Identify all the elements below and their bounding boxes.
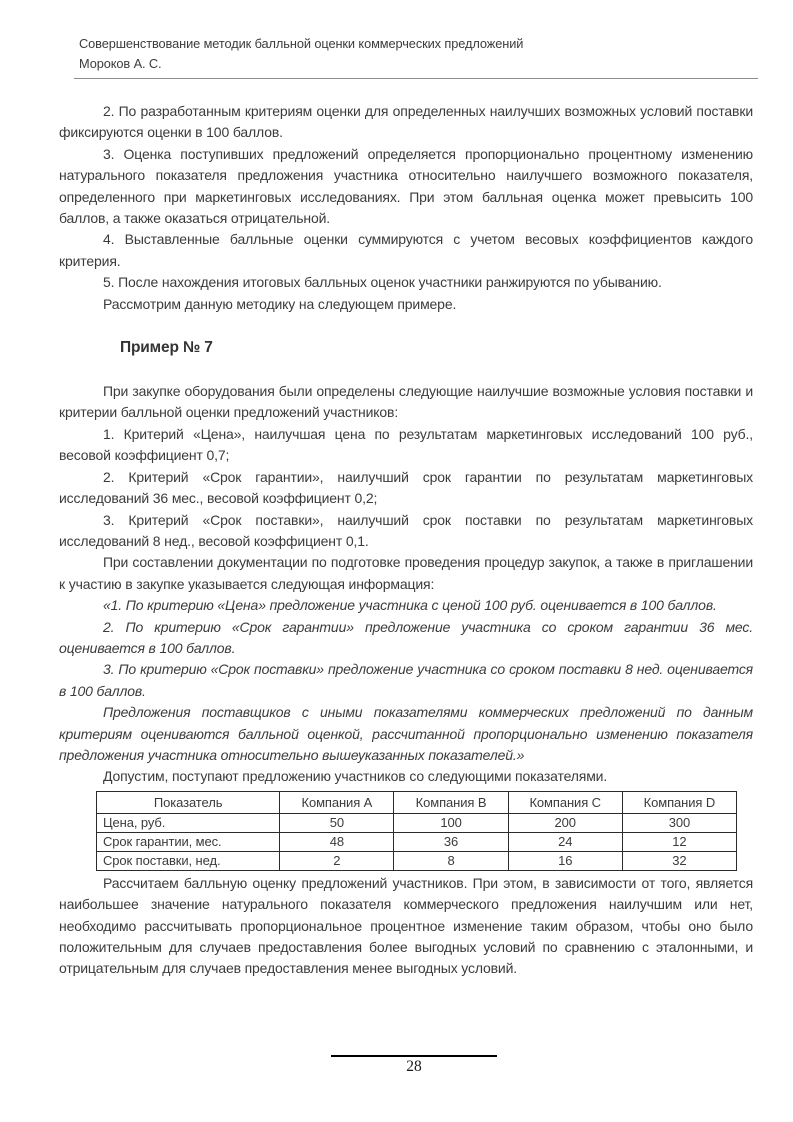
header-divider	[74, 78, 758, 79]
paragraph: Допустим, поступают предложению участников со следующими показателями.	[103, 768, 608, 785]
table-cell: 300	[622, 813, 736, 832]
table-cell: 8	[394, 851, 508, 870]
section-calculation-note	[59, 873, 753, 980]
offers-table-head	[97, 791, 737, 813]
table-row	[97, 851, 737, 870]
paragraph: 2. По разработанным критериям оценки для определенных наилучших возможных условий поставки фиксируются оценки в 100 баллов.	[59, 103, 753, 141]
table-cell: Срок поставки, нед.	[97, 851, 280, 870]
example-heading: Пример № 7	[120, 339, 213, 357]
paragraph: 2. Критерий «Срок гарантии», наилучший срок гарантии по результатам маркетинговых исследований 36 мес., весовой коэффициент 0,2;	[59, 468, 753, 507]
running-header	[79, 34, 753, 73]
paragraph: 5. После нахождения итоговых балльных оценок участники ранжируются по убыванию.	[103, 274, 662, 291]
paragraph: При составлении документации по подготовке проведения процедур закупок, а также в приглашении к участию в закупке указывается следующая информация:	[59, 554, 753, 592]
paragraph: Предложения поставщиков с иными показателями коммерческих предложений по данным критериям оцениваются балльной оценкой, рассчитанной пропорционально изменению показателя предложения участника относительно вышеуказанных показателей.»	[59, 704, 753, 763]
footer-divider	[331, 1055, 497, 1057]
table-row	[97, 832, 737, 851]
table-cell: 16	[508, 851, 622, 870]
table-header-cell: Показатель	[97, 791, 280, 813]
table-header-cell: Компания C	[508, 791, 622, 813]
article-body	[59, 101, 753, 980]
header-title: Совершенствование методик балльной оценки коммерческих предложений	[79, 36, 524, 51]
table-cell: Цена, руб.	[97, 813, 280, 832]
paragraph: 2. По критерию «Срок гарантии» предложение участника со сроком гарантии 36 мес. оценивается в 100 баллов.	[59, 618, 753, 656]
header-author: Мороков А. С.	[79, 55, 162, 71]
paragraph: При закупке оборудования были определены следующие наилучшие возможные условия поставки и критерии балльной оценки предложений участников:	[59, 383, 753, 421]
table-cell: 100	[394, 813, 508, 832]
table-header-row	[97, 791, 737, 813]
paragraph: 1. Критерий «Цена», наилучшая цена по результатам маркетинговых исследований 100 руб., весовой коэффициент 0,7;	[59, 425, 753, 464]
paragraph: Рассчитаем балльную оценку предложений участников. При этом, в зависимости от того, является наибольшее значение натурального показателя коммерческого предложения наилучшим или нет, необходимо рассчитывать пропорциональное процентное изменение таким образом, чтобы оно было положительным для случаев предоставления более выгодных условий по сравнению с эталонными, и отрицательным для случаев предоставления менее выгодных условий.	[59, 874, 753, 977]
table-cell: 48	[280, 832, 394, 851]
table-cell: Срок гарантии, мес.	[97, 832, 280, 851]
paragraph: 3. Критерий «Срок поставки», наилучший срок поставки по результатам маркетинговых исследований 8 нед., весовой коэффициент 0,1.	[59, 511, 753, 549]
table-header-cell: Компания A	[280, 791, 394, 813]
offers-table-body	[97, 813, 737, 870]
section-example-description	[59, 381, 753, 788]
table-cell: 32	[622, 851, 736, 870]
paragraph: «1. По критерию «Цена» предложение участника с ценой 100 руб. оценивается в 100 баллов.	[103, 597, 717, 614]
section-method-steps	[59, 101, 753, 315]
page-number: 28	[406, 1058, 422, 1075]
paragraph: 3. Оценка поступивших предложений определяется пропорционально процентному изменению натурального показателя предложения участника относительно наилучшего возможного показателя, определенного при маркетинговых исследованиях. При этом балльная оценка может превысить 100 баллов, а также оказаться отрицательной.	[59, 145, 753, 227]
paragraph: Рассмотрим данную методику на следующем примере.	[103, 295, 457, 312]
table-cell: 200	[508, 813, 622, 832]
table-header-cell: Компания B	[394, 791, 508, 813]
paragraph: 4. Выставленные балльные оценки суммируются с учетом весовых коэффициентов каждого критерия.	[59, 231, 753, 269]
table-row	[97, 813, 737, 832]
offers-table	[96, 791, 737, 871]
table-header-cell: Компания D	[622, 791, 736, 813]
table-cell: 36	[394, 832, 508, 851]
table-cell: 2	[280, 851, 394, 870]
table-cell: 50	[280, 813, 394, 832]
table-cell: 24	[508, 832, 622, 851]
paragraph: 3. По критерию «Срок поставки» предложение участника со сроком поставки 8 нед. оценивается в 100 баллов.	[59, 661, 753, 699]
table-cell: 12	[622, 832, 736, 851]
